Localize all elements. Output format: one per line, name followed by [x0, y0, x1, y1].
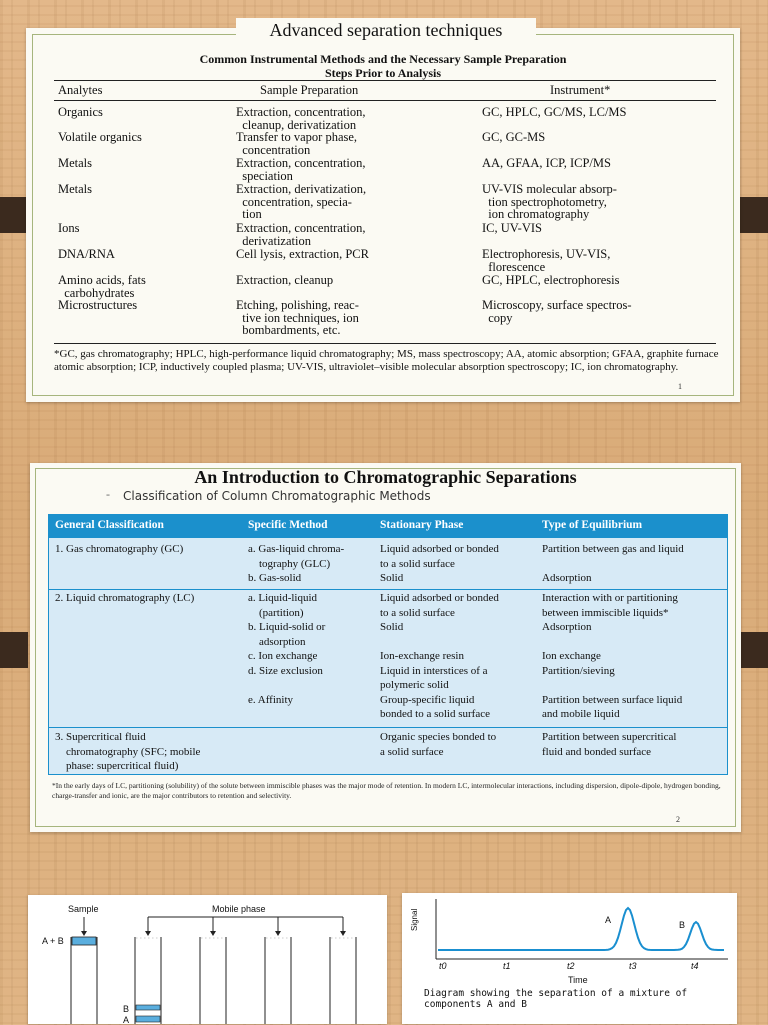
column-3: [200, 937, 226, 1024]
cell-preparation: Transfer to vapor phase, concentration: [236, 130, 358, 157]
caption-line: Common Instrumental Methods and the Necessary Sample Preparation: [199, 52, 567, 66]
cell-phase: Liquid adsorbed or bonded to a solid surface Solid: [380, 543, 499, 584]
tick-label: t0: [439, 961, 447, 971]
page-number: 1: [678, 382, 682, 391]
band-b: [136, 1005, 160, 1010]
bullet-dash: -: [106, 487, 110, 501]
caption-line: Steps Prior to Analysis: [324, 66, 442, 80]
cell-general: 2. Liquid chromatography (LC): [55, 592, 195, 604]
table-rule: [54, 80, 716, 81]
cell-equilibrium: Partition between supercritical fluid and bonded surface: [542, 731, 677, 758]
cell-method: a. Gas-liquid chroma- tography (GLC) b. Gas-solid: [248, 543, 345, 584]
table-footnote: *In the early days of LC, partitioning (solubility) of the solute between immiscible phases was the major mode of retention. In modern LC, intermolecular interactions, including dispersion, dipole-dipole, hydrogen bonding, charge-transfer and ionic, are the major contributors to retention and selectivity.: [52, 781, 721, 800]
cell-preparation: Extraction, concentration, derivatization: [236, 221, 366, 248]
y-axis-label: Signal: [410, 908, 419, 931]
column-4: [265, 937, 291, 1024]
band-b-label: B: [123, 1004, 130, 1014]
cell-instrument: AA, GFAA, ICP, ICP/MS: [482, 156, 611, 170]
x-axis-label: Time: [568, 975, 588, 985]
columns-drawing: [28, 895, 387, 1024]
band-a-label: A: [123, 1015, 130, 1025]
cell-preparation: Extraction, cleanup: [236, 273, 334, 287]
row-divider: [49, 727, 727, 728]
slide-1: [26, 20, 740, 402]
arrow-head: [81, 931, 87, 936]
figure-caption: Diagram showing the separation of a mixture of components A and B: [424, 988, 688, 1010]
cell-instrument: UV-VIS molecular absorp- tion spectrophotometry, ion chromatography: [482, 182, 617, 221]
cell-equilibrium: Partition between gas and liquid Adsorption: [542, 543, 684, 584]
decorative-tab: [740, 632, 768, 668]
cell-preparation: Extraction, derivatization, concentration, specia- tion: [236, 182, 367, 221]
arrow-head: [275, 931, 281, 936]
mixture-label: A + B: [42, 936, 64, 946]
table-footnote: *GC, gas chromatography; HPLC, high-performance liquid chromatography; MS, mass spectroscopy; AA, atomic absorption; GFAA, graphite furnace atomic absorption; ICP, inductively coupled plasma; UV-VIS, ultraviolet–visible molecular absorption spectroscopy; IC, ion chromatography.: [54, 348, 719, 373]
cell-preparation: Extraction, concentration, speciation: [236, 156, 366, 183]
band-a: [136, 1016, 160, 1022]
cell-analyte: Ions: [58, 221, 80, 235]
cell-analyte: Volatile organics: [58, 130, 142, 144]
cell-preparation: Etching, polishing, reac- tive ion techniques, ion bombardments, etc.: [236, 298, 359, 337]
tick-label: t2: [567, 961, 575, 971]
cell-analyte: Metals: [58, 156, 93, 170]
slide-title: Advanced separation techniques: [236, 18, 536, 42]
column-diagram: [28, 895, 387, 1024]
slide-frame: [32, 34, 734, 396]
cell-instrument: GC, HPLC, GC/MS, LC/MS: [482, 105, 627, 119]
tick-label: t3: [629, 961, 637, 971]
column-1: [71, 937, 97, 1024]
cell-phase: Liquid adsorbed or bonded to a solid surface Solid Ion-exchange resin Liquid in interstices of a polymeric solid Group-specific liquid bonded to a solid surface: [380, 592, 499, 720]
column-header-phase: Stationary Phase: [380, 519, 464, 531]
decorative-tab: [0, 197, 28, 233]
row-divider: [49, 589, 727, 590]
column-2: [135, 937, 161, 1024]
cell-instrument: Microscopy, surface spectros- copy: [482, 298, 632, 325]
column-header-equilibrium: Type of Equilibrium: [542, 519, 643, 531]
decorative-tab: [0, 632, 28, 668]
column-5: [330, 937, 356, 1024]
sample-band: [72, 937, 96, 945]
cell-analyte: Microstructures: [58, 298, 138, 312]
column-header-method: Specific Method: [248, 519, 328, 531]
column-header-analytes: Analytes: [58, 83, 103, 97]
table-rule: [54, 100, 716, 101]
table-rule: [54, 343, 716, 344]
cell-phase: Organic species bonded to a solid surface: [380, 731, 497, 758]
column-header-preparation: Sample Preparation: [260, 83, 359, 97]
cell-analyte: Amino acids, fats carbohydrates: [58, 273, 146, 300]
tick-label: t1: [503, 961, 511, 971]
cell-method: a. Liquid-liquid (partition) b. Liquid-solid or adsorption c. Ion exchange d. Size exclusion e. Affinity: [248, 592, 326, 706]
tick-label: t4: [691, 961, 699, 971]
cell-instrument: Electrophoresis, UV-VIS, florescence: [482, 247, 611, 274]
classification-table: [48, 514, 728, 775]
mobile-phase-label: Mobile phase: [212, 904, 266, 914]
cell-instrument: IC, UV-VIS: [482, 221, 542, 235]
slide-2: [30, 463, 741, 832]
cell-general: 1. Gas chromatography (GC): [55, 543, 184, 555]
cell-preparation: Extraction, concentration, cleanup, derivatization: [236, 105, 366, 132]
column-header-general: General Classification: [55, 519, 164, 531]
arrow-head: [340, 931, 346, 936]
cell-analyte: Organics: [58, 105, 103, 119]
peak-a-label: A: [605, 915, 612, 925]
chromatogram-panel: [402, 893, 737, 1024]
cell-analyte: Metals: [58, 182, 93, 196]
page-number: 2: [676, 815, 680, 824]
peak-b-label: B: [679, 920, 686, 930]
cell-equilibrium: Interaction with or partitioning between immiscible liquids* Adsorption Ion exchange Partition/sieving Partition between surface liquid and mobile liquid: [542, 592, 683, 720]
table-header: [49, 515, 727, 538]
decorative-tab: [740, 197, 768, 233]
cell-instrument: GC, GC-MS: [482, 130, 546, 144]
sample-label: Sample: [68, 904, 99, 914]
cell-general: 3. Supercritical fluid chromatography (SFC; mobile phase: supercritical fluid): [55, 731, 201, 772]
column-header-instrument: Instrument*: [550, 83, 611, 97]
table-caption: [26, 52, 740, 80]
slide-title: An Introduction to Chromatographic Separations: [194, 467, 577, 487]
arrow-head: [210, 931, 216, 936]
slide-subtitle: Classification of Column Chromatographic Methods: [123, 489, 431, 503]
cell-instrument: GC, HPLC, electrophoresis: [482, 273, 620, 287]
cell-analyte: DNA/RNA: [58, 247, 115, 261]
cell-preparation: Cell lysis, extraction, PCR: [236, 247, 369, 261]
arrow-head: [145, 931, 151, 936]
